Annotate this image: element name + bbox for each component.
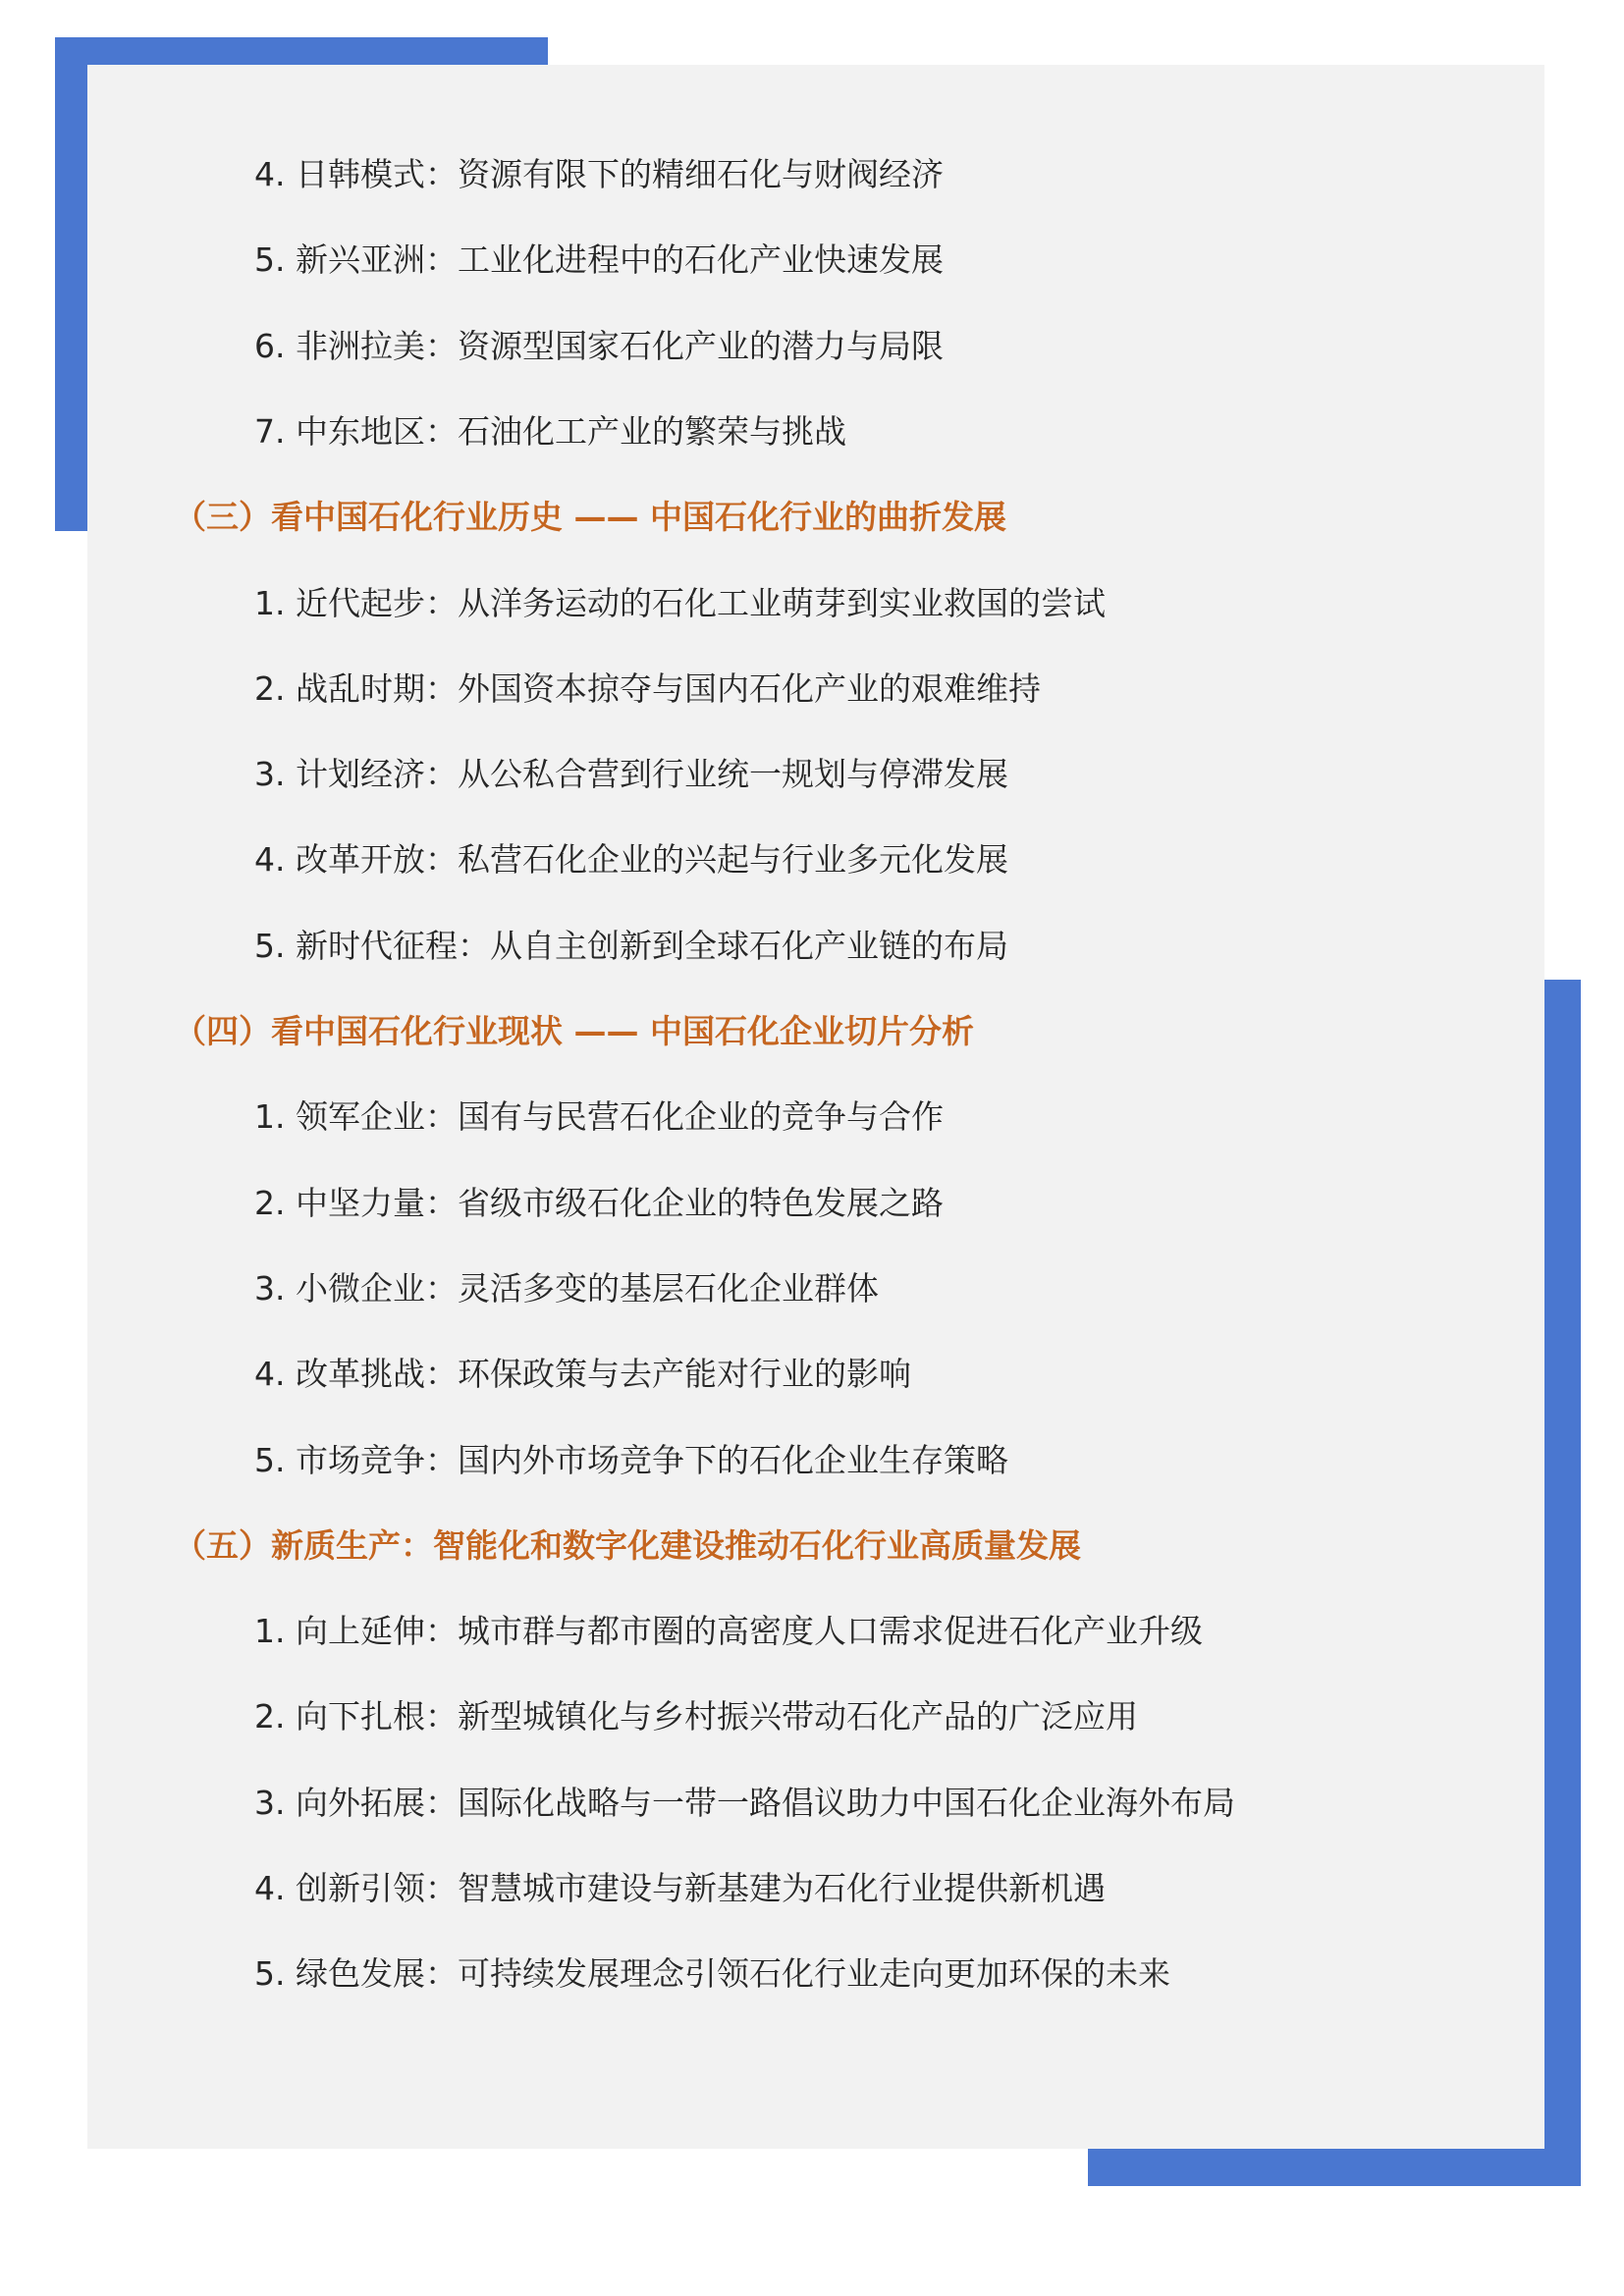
toc-entry: 1. 向上延伸：城市群与都市圈的高密度人口需求促进石化产业升级 [254,1612,1203,1650]
toc-entry: 3. 小微企业：灵活多变的基层石化企业群体 [254,1269,879,1308]
toc-entry: 4. 改革开放：私营石化企业的兴起与行业多元化发展 [254,840,1008,879]
toc-entry: 7. 中东地区：石油化工产业的繁荣与挑战 [254,412,846,451]
toc-section-heading: （四）看中国石化行业现状 —— 中国石化企业切片分析 [174,1012,974,1050]
toc-entry: 1. 近代起步：从洋务运动的石化工业萌芽到实业救国的尝试 [254,584,1106,622]
content-sheet [87,65,1544,2149]
toc-entry: 5. 新兴亚洲：工业化进程中的石化产业快速发展 [254,240,944,279]
toc-entry: 6. 非洲拉美：资源型国家石化产业的潜力与局限 [254,327,944,365]
toc-entry: 5. 绿色发展：可持续发展理念引领石化行业走向更加环保的未来 [254,1954,1170,1993]
toc-entry: 2. 战乱时期：外国资本掠夺与国内石化产业的艰难维持 [254,669,1041,708]
table-of-contents [87,65,1544,2149]
toc-entry: 2. 中坚力量：省级市级石化企业的特色发展之路 [254,1184,944,1222]
toc-entry: 3. 计划经济：从公私合营到行业统一规划与停滞发展 [254,755,1008,793]
toc-entry: 3. 向外拓展：国际化战略与一带一路倡议助力中国石化企业海外布局 [254,1784,1235,1822]
toc-section-heading: （五）新质生产：智能化和数字化建设推动石化行业高质量发展 [174,1526,1081,1565]
toc-entry: 4. 改革挑战：环保政策与去产能对行业的影响 [254,1355,911,1393]
toc-entry: 5. 市场竞争：国内外市场竞争下的石化企业生存策略 [254,1441,1008,1479]
toc-entry: 4. 日韩模式：资源有限下的精细石化与财阀经济 [254,155,944,193]
toc-entry: 1. 领军企业：国有与民营石化企业的竞争与合作 [254,1097,944,1136]
toc-entry: 5. 新时代征程：从自主创新到全球石化产业链的布局 [254,927,1008,965]
toc-section-heading: （三）看中国石化行业历史 —— 中国石化行业的曲折发展 [174,498,1006,536]
toc-entry: 4. 创新引领：智慧城市建设与新基建为石化行业提供新机遇 [254,1869,1106,1907]
toc-entry: 2. 向下扎根：新型城镇化与乡村振兴带动石化产品的广泛应用 [254,1697,1138,1735]
